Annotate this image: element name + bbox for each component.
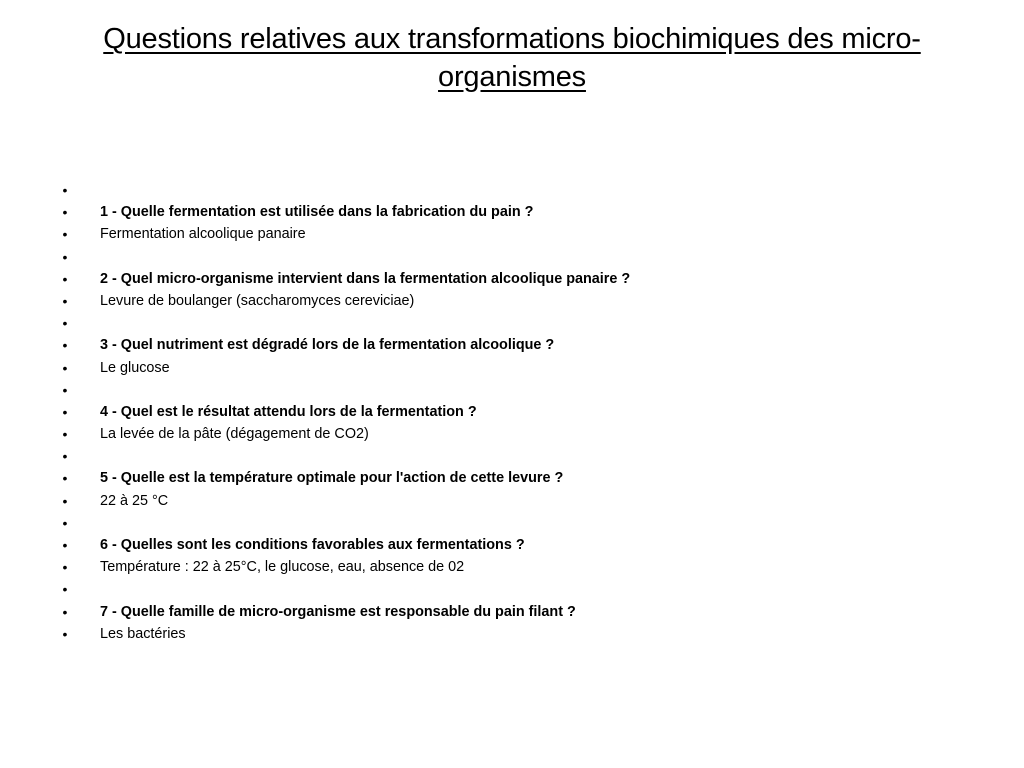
question-item — [60, 467, 960, 489]
question-item — [60, 534, 960, 556]
question-text: 2 - Quel micro-organisme intervient dans la fermentation alcoolique panaire ? — [100, 270, 631, 287]
question-item — [60, 334, 960, 356]
answer-item — [60, 357, 960, 379]
question-text: 6 - Quelles sont les conditions favorables aux fermentations ? — [100, 537, 525, 553]
answer-item — [60, 556, 960, 578]
question-text: 5 - Quelle est la température optimale pour l'action de cette levure ? — [100, 470, 564, 487]
bullet-icon: • — [62, 182, 68, 198]
bullet-list — [60, 179, 960, 645]
answer-text: Le glucose — [100, 359, 170, 376]
empty-item — [60, 246, 960, 268]
answer-text: Levure de boulanger (saccharomyces cereviciae) — [100, 292, 415, 309]
bullet-icon: • — [62, 359, 68, 376]
question-text: 1 - Quelle fermentation est utilisée dans la fabrication du pain ? — [100, 204, 534, 221]
answer-item — [60, 223, 960, 245]
question-item — [60, 201, 960, 223]
bullet-icon: • — [62, 470, 68, 487]
answer-item — [60, 290, 960, 312]
bullet-icon: • — [62, 315, 68, 332]
bullet-icon: • — [62, 559, 68, 576]
answer-item — [60, 423, 960, 445]
slide-title: Questions relatives aux transformations biochimiques des micro-organismes — [103, 23, 921, 93]
question-item — [60, 601, 960, 623]
answer-item — [60, 623, 960, 645]
bullet-icon: • — [62, 603, 68, 620]
bullet-icon: • — [62, 337, 68, 354]
question-text: 7 - Quelle famille de micro-organisme est responsable du pain filant ? — [100, 603, 576, 620]
bullet-icon: • — [62, 625, 68, 642]
bullet-icon: • — [62, 514, 68, 531]
bullet-icon: • — [62, 581, 68, 598]
empty-item — [60, 312, 960, 334]
bullet-icon: • — [62, 492, 68, 509]
bullet-icon: • — [62, 204, 68, 221]
answer-text: Fermentation alcoolique panaire — [100, 226, 306, 243]
bullet-icon: • — [62, 381, 68, 398]
empty-item — [60, 379, 960, 401]
bullet-icon: • — [62, 248, 68, 265]
answer-text: Les bactéries — [100, 625, 186, 642]
answer-text: 22 à 25 °C — [100, 492, 169, 509]
bullet-icon: • — [62, 537, 68, 553]
bullet-icon: • — [62, 270, 68, 287]
question-item — [60, 401, 960, 423]
answer-text: Température : 22 à 25°C, le glucose, eau, absence de 02 — [100, 559, 465, 576]
empty-item — [60, 445, 960, 467]
question-text: 3 - Quel nutriment est dégradé lors de la fermentation alcoolique ? — [100, 337, 555, 354]
empty-item — [60, 512, 960, 534]
bullet-icon: • — [62, 292, 68, 309]
bullet-icon: • — [62, 226, 68, 243]
empty-item — [60, 578, 960, 600]
bullet-icon: • — [62, 448, 68, 465]
question-text: 4 - Quel est le résultat attendu lors de la fermentation ? — [100, 403, 477, 420]
answer-text: La levée de la pâte (dégagement de CO2) — [100, 426, 369, 443]
bullet-icon: • — [62, 403, 68, 420]
question-item — [60, 268, 960, 290]
bullet-icon: • — [62, 426, 68, 443]
empty-item — [60, 179, 960, 201]
answer-item — [60, 490, 960, 512]
